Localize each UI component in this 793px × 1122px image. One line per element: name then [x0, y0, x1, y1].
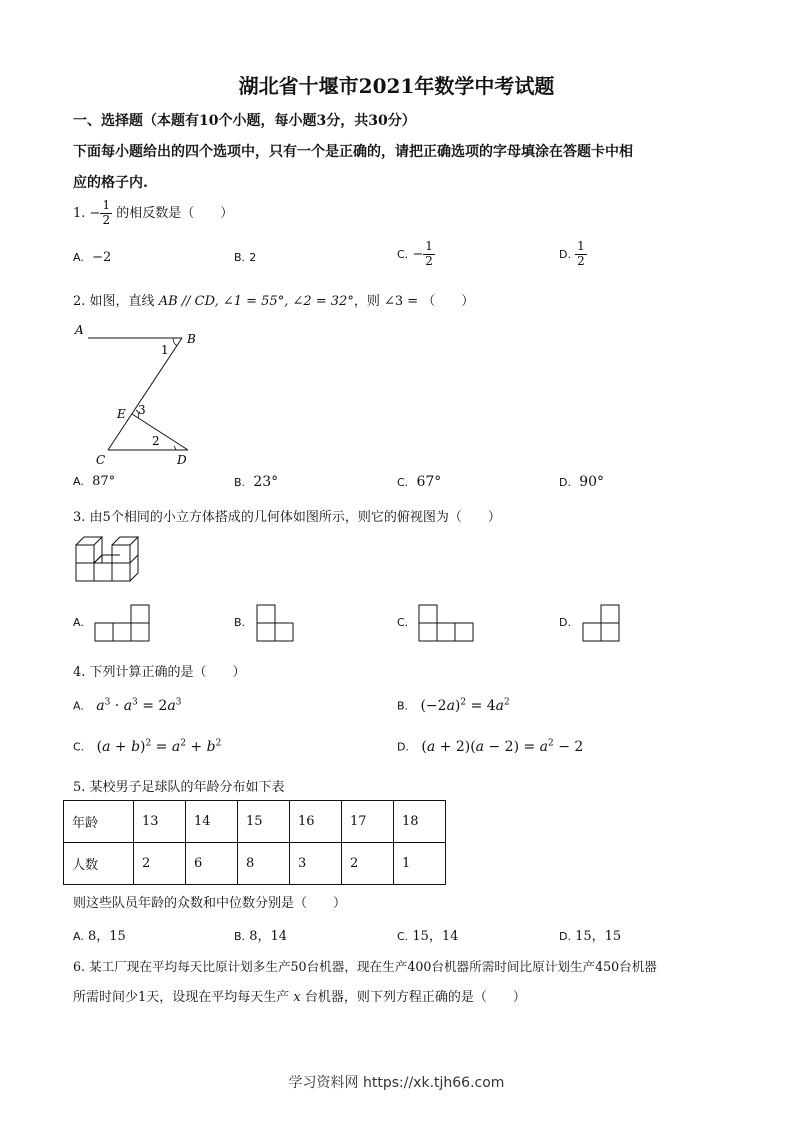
question-text: 的相反数是（ ） [116, 205, 234, 221]
footer-watermark: 学习资料网 https://xk.tjh66.com [288, 1075, 505, 1091]
q2-option-a: A. 87° [73, 474, 116, 489]
q1-option-a: A. −2 [73, 250, 112, 265]
q2-option-b: B. 23° [234, 474, 279, 490]
instruction-line-2: 应的格子内. [73, 175, 148, 191]
cube-solid-figure [74, 534, 154, 584]
q3-option-d-figure [582, 603, 622, 643]
q3-option-c-figure [418, 603, 476, 643]
table-cell: 6 [186, 843, 238, 885]
q1-option-c: C. − $\frac{1}{2}$ [397, 239, 433, 268]
table-header: 年龄 [64, 801, 134, 843]
page-title: 湖北省十堰市2021年数学中考试题 [238, 74, 555, 98]
label-angle-3: 3 [138, 403, 146, 417]
question-3: 3. 由5个相同的小立方体搭成的几何体如图所示，则它的俯视图为（ ） [73, 510, 501, 525]
question-1 [73, 199, 233, 228]
q3-option-d-label: D. [559, 616, 571, 629]
label-e: E [117, 407, 126, 421]
label-angle-1: 1 [161, 343, 169, 357]
q5-option-d: D. 15，15 [559, 929, 622, 944]
q2-option-d: D. 90° [559, 474, 605, 490]
q4-option-d: D. $(a + 2)(a - 2) = a^2 - 2$ [397, 738, 584, 755]
label-d: D [177, 453, 187, 467]
question-5: 5. 某校男子足球队的年龄分布如下表 [73, 780, 285, 795]
table-cell: 18 [394, 801, 446, 843]
q5-option-b: B. 8，14 [234, 929, 288, 944]
table-cell: 2 [134, 843, 186, 885]
q3-option-a-label: A. [73, 616, 84, 629]
geometry-figure [70, 322, 200, 468]
instruction-line-1: 下面每小题给出的四个选项中，只有一个是正确的，请把正确选项的字母填涂在答题卡中相 [73, 144, 633, 160]
q3-option-a-figure [94, 603, 152, 643]
q3-option-c-label: C. [397, 616, 409, 629]
table-header: 人数 [64, 843, 134, 885]
q2-option-c: C. 67° [397, 474, 442, 490]
table-row [64, 801, 446, 843]
table-cell: 3 [290, 843, 342, 885]
label-c: C [96, 453, 106, 467]
q1-option-d: D. $\frac{1}{2}$ [559, 239, 585, 268]
age-table [63, 800, 446, 885]
question-6-line-1: 6. 某工厂现在平均每天比原计划多生产50台机器，现在生产400台机器所需时间比原计划生产450台机器 [73, 959, 657, 974]
table-cell: 13 [134, 801, 186, 843]
section-heading: 一、选择题（本题有10个小题，每小题3分，共30分） [73, 113, 416, 129]
table-cell: 8 [238, 843, 290, 885]
minus-sign: − [89, 205, 101, 221]
question-number: 1. [73, 205, 86, 221]
table-cell: 14 [186, 801, 238, 843]
question-5-prompt: 则这些队员年龄的众数和中位数分别是（ ） [73, 896, 347, 911]
table-cell: 15 [238, 801, 290, 843]
table-cell: 2 [342, 843, 394, 885]
fraction: $\frac{1}{2}$ [102, 198, 111, 227]
question-2: 2. 如图，直线 AB // CD, ∠1 = 55°, ∠2 = 32°，则 ∠3 = （ ） [73, 294, 475, 309]
q4-option-a: A. $a^3 \cdot a^3 = 2a^3$ [73, 697, 182, 714]
label-angle-2: 2 [152, 434, 160, 448]
q3-option-b-label: B. [234, 616, 246, 629]
q5-option-c: C. 15，14 [397, 929, 459, 944]
label-a: A [75, 323, 84, 337]
q4-option-b: B. $(-2a)^2 = 4a^2$ [397, 697, 510, 714]
table-row [64, 843, 446, 885]
table-cell: 17 [342, 801, 394, 843]
q4-option-c: C. $(a + b)^2 = a^2 + b^2$ [73, 738, 222, 755]
q5-option-a: A. 8，15 [73, 929, 126, 944]
table-cell: 1 [394, 843, 446, 885]
q3-option-b-figure [256, 603, 296, 643]
label-b: B [187, 332, 196, 346]
question-4: 4. 下列计算正确的是（ ） [73, 665, 246, 680]
q1-option-b: B. 2 [234, 251, 257, 264]
question-6-line-2: 所需时间少1天，设现在平均每天生产 x 台机器，则下列方程正确的是（ ） [73, 990, 526, 1005]
table-cell: 16 [290, 801, 342, 843]
